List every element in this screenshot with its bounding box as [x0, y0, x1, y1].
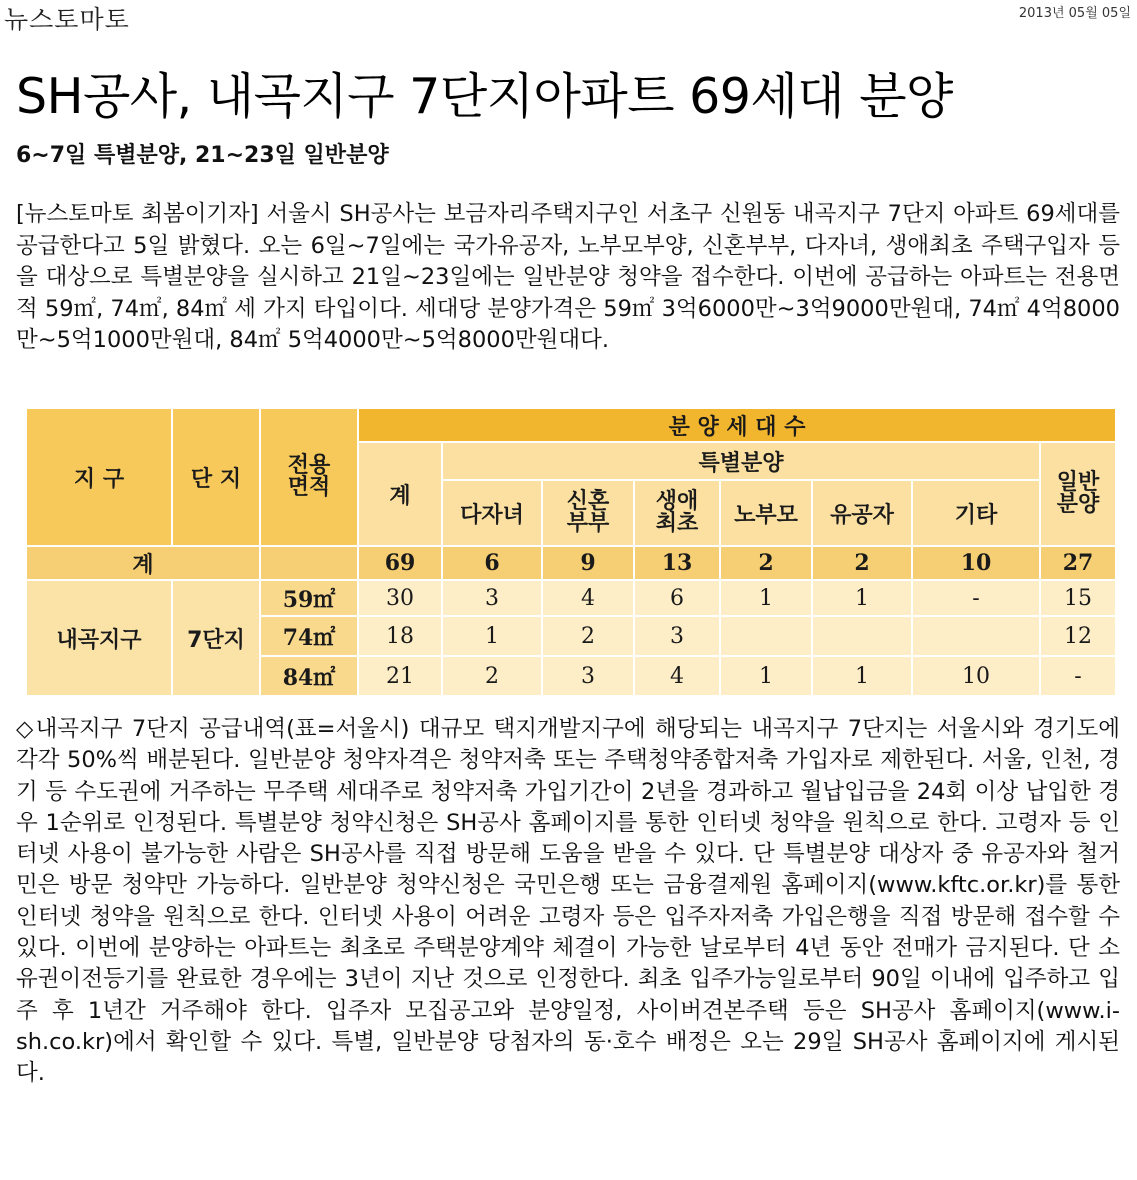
- table-cell: -: [912, 580, 1040, 616]
- header-merit: 유공자: [812, 480, 912, 546]
- header-area-label: 전용면적: [287, 453, 331, 500]
- table-cell: 2: [442, 656, 542, 696]
- table-cell: 1: [720, 656, 812, 696]
- table-cell: 3: [442, 580, 542, 616]
- total-cell: 9: [542, 546, 634, 580]
- table-total-row: [26, 546, 1116, 580]
- header-general: [1040, 442, 1116, 546]
- total-cell: 2: [720, 546, 812, 580]
- header-general-label: 일반분양: [1056, 470, 1100, 517]
- table-cell: 1: [720, 580, 812, 616]
- table-cell: [720, 616, 812, 656]
- header-newlywed-label: 신혼부부: [566, 489, 610, 536]
- table-cell: 1: [442, 616, 542, 656]
- area-cell: 84㎡: [260, 656, 358, 696]
- total-cell: 2: [812, 546, 912, 580]
- table-cell: 3: [634, 616, 720, 656]
- table-cell: 15: [1040, 580, 1116, 616]
- header-elderly-parents: 노부모: [720, 480, 812, 546]
- table-cell: 1: [812, 656, 912, 696]
- total-label: 계: [26, 546, 260, 580]
- table-cell: 30: [358, 580, 442, 616]
- header-district: 지 구: [26, 408, 172, 546]
- table-cell: 1: [812, 580, 912, 616]
- table-cell: 3: [542, 656, 634, 696]
- header-newlywed: [542, 480, 634, 546]
- supply-table: [25, 407, 1117, 697]
- header-first-time-label: 생애최초: [655, 489, 699, 536]
- table-cell: -: [1040, 656, 1116, 696]
- total-cell: 69: [358, 546, 442, 580]
- total-cell: 6: [442, 546, 542, 580]
- header-units: 분 양 세 대 수: [358, 408, 1116, 442]
- total-cell: 10: [912, 546, 1040, 580]
- total-cell: 27: [1040, 546, 1116, 580]
- header-other: 기타: [912, 480, 1040, 546]
- subheadline: 6~7일 특별분양, 21~23일 일반분양: [16, 143, 389, 168]
- table-cell: 10: [912, 656, 1040, 696]
- total-area-blank: [260, 546, 358, 580]
- header-area: [260, 408, 358, 546]
- header-multi-child: 다자녀: [442, 480, 542, 546]
- supply-table-figure: [25, 407, 1115, 695]
- table-cell: [912, 616, 1040, 656]
- table-cell: 6: [634, 580, 720, 616]
- header-special: 특별분양: [442, 442, 1040, 480]
- publish-date: 2013년 05월 05일: [1018, 6, 1131, 21]
- table-row: [26, 580, 1116, 616]
- table-cell: 21: [358, 656, 442, 696]
- header-complex: 단 지: [172, 408, 260, 546]
- total-cell: 13: [634, 546, 720, 580]
- area-cell: 74㎡: [260, 616, 358, 656]
- header-total: 계: [358, 442, 442, 546]
- table-cell: 4: [634, 656, 720, 696]
- table-cell: 2: [542, 616, 634, 656]
- district-name: 내곡지구: [26, 580, 172, 696]
- table-cell: 12: [1040, 616, 1116, 656]
- article-paragraph-2: ◇내곡지구 7단지 공급내역(표=서울시) 대규모 택지개발지구에 해당되는 내곡지구 7단지는 서울시와 경기도에 각각 50%씩 배분된다. 일반분양 청약자격은 청약저축 또는 주택청약종합저축 가입자로 제한된다. 서울, 인천, 경기 등 수도권에 거주하는 무주택 세대주로 청약저축 가입기간이 2년을 경과하고 월납입금을 24회 이상 납입한 경우 1순위로 인정된다. 특별분양 청약신청은 SH공사 홈페이지를 통한 인터넷 청약을 원칙으로 한다. 고령자 등 인터넷 사용이 불가능한 사람은 SH공사를 직접 방문해 도움을 받을 수 있다. 단 특별분양 대상자 중 유공자와 철거민은 방문 청약만 가능하다. 일반분양 청약신청은 국민은행 또는 금융결제원 홈페이지(www.kftc.or.kr)를 통한 인터넷 청약을 원칙으로 한다. 인터넷 사용이 어려운 고령자 등은 입주자저축 가입은행을 직접 방문해 접수할 수 있다. 이번에 분양하는 아파트는 최초로 주택분양계약 체결이 가능한 날로부터 4년 동안 전매가 금지된다. 단 소유권이전등기를 완료한 경우에는 3년이 지난 것으로 인정한다. 최초 입주가능일로부터 90일 이내에 입주하고 입주 후 1년간 거주해야 한다. 입주자 모집공고와 분양일정, 사이버견본주택 등은 SH공사 홈페이지(www.i-sh.co.kr)에서 확인할 수 있다. 특별, 일반분양 당첨자의 동·호수 배정은 오는 29일 SH공사 홈페이지에 게시된다.: [16, 716, 1120, 1087]
- area-cell: 59㎡: [260, 580, 358, 616]
- complex-name: 7단지: [172, 580, 260, 696]
- table-cell: 18: [358, 616, 442, 656]
- article-paragraph-1: [뉴스토마토 최봄이기자] 서울시 SH공사는 보금자리주택지구인 서초구 신원동 내곡지구 7단지 아파트 69세대를 공급한다고 5일 밝혔다. 오는 6일~7일에는 국가유공자, 노부모부양, 신혼부부, 다자녀, 생애최초 주택구입자 등을 대상으로 특별분양을 실시하고 21일~23일에는 일반분양 청약을 접수한다. 이번에 공급하는 아파트는 전용면적 59㎡, 74㎡, 84㎡ 세 가지 타입이다. 세대당 분양가격은 59㎡ 3억6000만~3억9000만원대, 74㎡ 4억8000만~5억1000만원대, 84㎡ 5억4000만~5억8000만원대다.: [16, 201, 1120, 353]
- headline: SH공사, 내곡지구 7단지아파트 69세대 분양: [16, 68, 953, 125]
- header-first-time: [634, 480, 720, 546]
- table-cell: 4: [542, 580, 634, 616]
- table-cell: [812, 616, 912, 656]
- source-logo: 뉴스토마토: [4, 5, 130, 34]
